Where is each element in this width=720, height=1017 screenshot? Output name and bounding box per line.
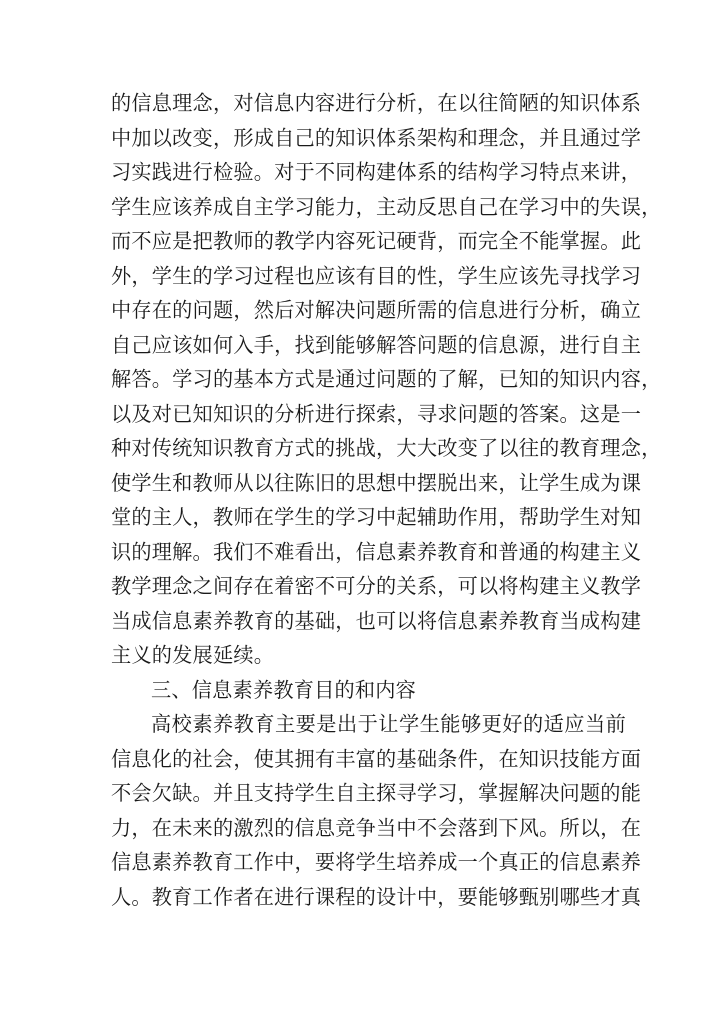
paragraph-line: 解答。学习的基本方式是通过问题的了解，已知的知识内容， bbox=[111, 367, 662, 391]
paragraph-2 bbox=[111, 707, 642, 914]
document-body bbox=[111, 86, 662, 914]
paragraph-line: 习实践进行检验。对于不同构建体系的结构学习特点来讲， bbox=[111, 160, 642, 184]
paragraph-line: 以及对已知知识的分析进行探索，寻求问题的答案。这是一 bbox=[111, 401, 642, 426]
section-heading: 三、信息素养教育目的和内容 bbox=[151, 677, 417, 702]
paragraph-line: 而不应是把教师的教学内容死记硬背，而完全不能掌握。此 bbox=[111, 229, 642, 253]
paragraph-line: 中加以改变，形成自己的知识体系架构和理念，并且通过学 bbox=[111, 125, 642, 150]
paragraph-line: 堂的主人，教师在学生的学习中起辅助作用，帮助学生对知 bbox=[111, 505, 642, 529]
paragraph-line: 中存在的问题，然后对解决问题所需的信息进行分析，确立 bbox=[111, 298, 642, 322]
paragraph-line: 使学生和教师从以往陈旧的思想中摆脱出来，让学生成为课 bbox=[111, 470, 642, 495]
paragraph-line: 自己应该如何入手，找到能够解答问题的信息源，进行自主 bbox=[111, 332, 642, 357]
paragraph-line: 不会欠缺。并且支持学生自主探寻学习，掌握解决问题的能 bbox=[111, 781, 642, 805]
paragraph-line: 力，在未来的激烈的信息竞争当中不会落到下风。所以，在 bbox=[111, 815, 642, 840]
paragraph-line: 当成信息素养教育的基础，也可以将信息素养教育当成构建 bbox=[111, 608, 642, 633]
paragraph-line: 信息化的社会，使其拥有丰富的基础条件，在知识技能方面 bbox=[111, 746, 642, 771]
paragraph-line: 高校素养教育主要是出于让学生能够更好的适应当前 bbox=[151, 712, 626, 736]
paragraph-1 bbox=[111, 86, 662, 673]
paragraph-line: 外，学生的学习过程也应该有目的性，学生应该先寻找学习 bbox=[111, 263, 642, 288]
paragraph-line: 主义的发展延续。 bbox=[111, 643, 275, 667]
paragraph-line: 的信息理念，对信息内容进行分析，在以往简陋的知识体系 bbox=[111, 91, 642, 115]
paragraph-line: 学生应该养成自主学习能力，主动反思自己在学习中的失误， bbox=[111, 194, 662, 219]
paragraph-line: 人。教育工作者在进行课程的设计中，要能够甄别哪些才真 bbox=[111, 884, 642, 909]
paragraph-line: 信息素养教育工作中，要将学生培养成一个真正的信息素养 bbox=[111, 850, 642, 874]
paragraph-line: 教学理念之间存在着密不可分的关系，可以将构建主义教学 bbox=[111, 574, 642, 598]
paragraph-line: 种对传统知识教育方式的挑战，大大改变了以往的教育理念， bbox=[111, 436, 662, 460]
paragraph-line: 识的理解。我们不难看出，信息素养教育和普通的构建主义 bbox=[111, 539, 642, 564]
